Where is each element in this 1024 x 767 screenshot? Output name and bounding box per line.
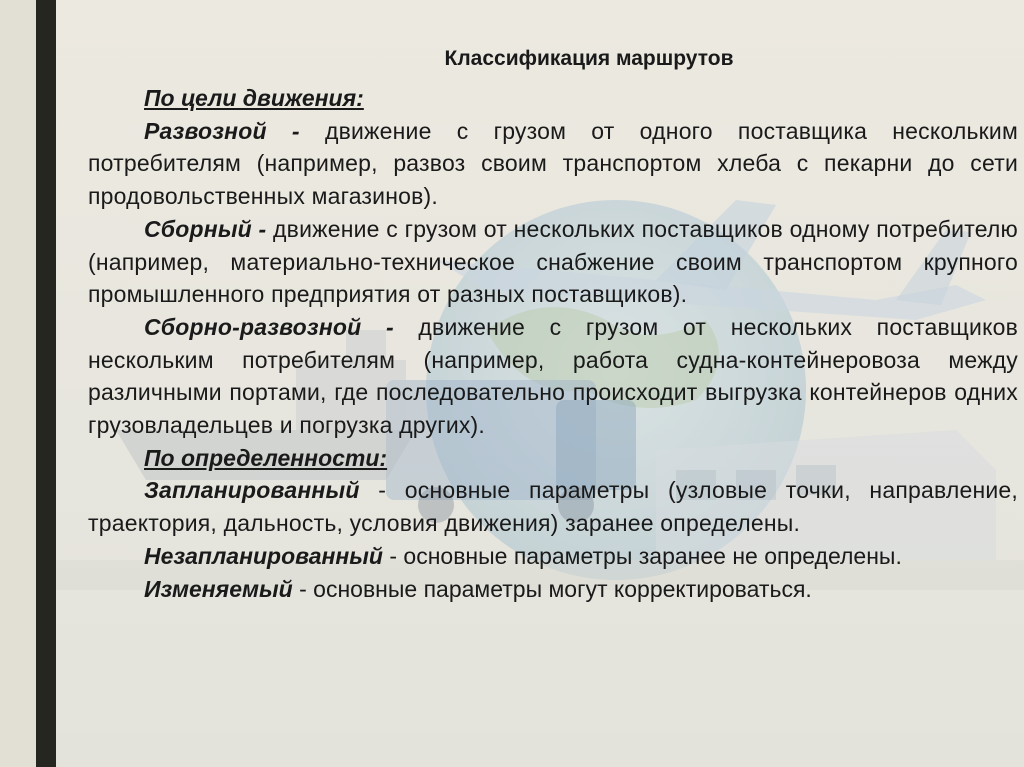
item-collection: [88, 213, 1018, 311]
item-term: Сборный -: [144, 215, 267, 242]
item-term: Изменяемый: [144, 575, 293, 602]
item-term: Развозной -: [144, 117, 300, 144]
item-text: - основные параметры (узловые точки, направление, траектория, дальность, условия движения) заранее определены.: [88, 477, 1018, 537]
item-collection-distribution: [88, 311, 1018, 442]
item-distribution: [88, 115, 1018, 213]
item-text: движение с грузом от нескольких поставщиков нескольким потребителям (например, работа судна-контейнеровоза между различными портами, где последовательно происходит выгрузка контейнеров одних грузовладельцев и погрузка других).: [88, 313, 1018, 439]
item-term: Незапланированный: [144, 542, 383, 569]
slide-content: [88, 44, 1018, 605]
item-text: - основные параметры могут корректироваться.: [292, 575, 812, 602]
item-changeable: [88, 573, 1018, 606]
item-term: Сборно-развозной -: [144, 313, 394, 340]
slide-title: Классификация маршрутов: [444, 47, 734, 70]
item-text: движение с грузом от одного поставщика нескольким потребителям (например, развоз своим транспортом хлеба с пекарни до сети продовольственных магазинов).: [88, 117, 1018, 210]
section-heading-certainty: По определенности:: [144, 444, 388, 471]
item-unplanned: [88, 540, 1018, 573]
item-term: Запланированный: [144, 477, 360, 504]
item-planned: [88, 474, 1018, 539]
item-text: - основные параметры заранее не определены.: [382, 542, 902, 569]
left-accent-bar: [36, 0, 56, 767]
left-margin-band: [0, 0, 36, 767]
item-text: движение с грузом от нескольких поставщиков одному потребителю (например, материально-техническое снабжение своим транспортом крупного промышленного предприятия от разных поставщиков).: [88, 215, 1018, 308]
section-heading-purpose: По цели движения:: [144, 85, 364, 111]
